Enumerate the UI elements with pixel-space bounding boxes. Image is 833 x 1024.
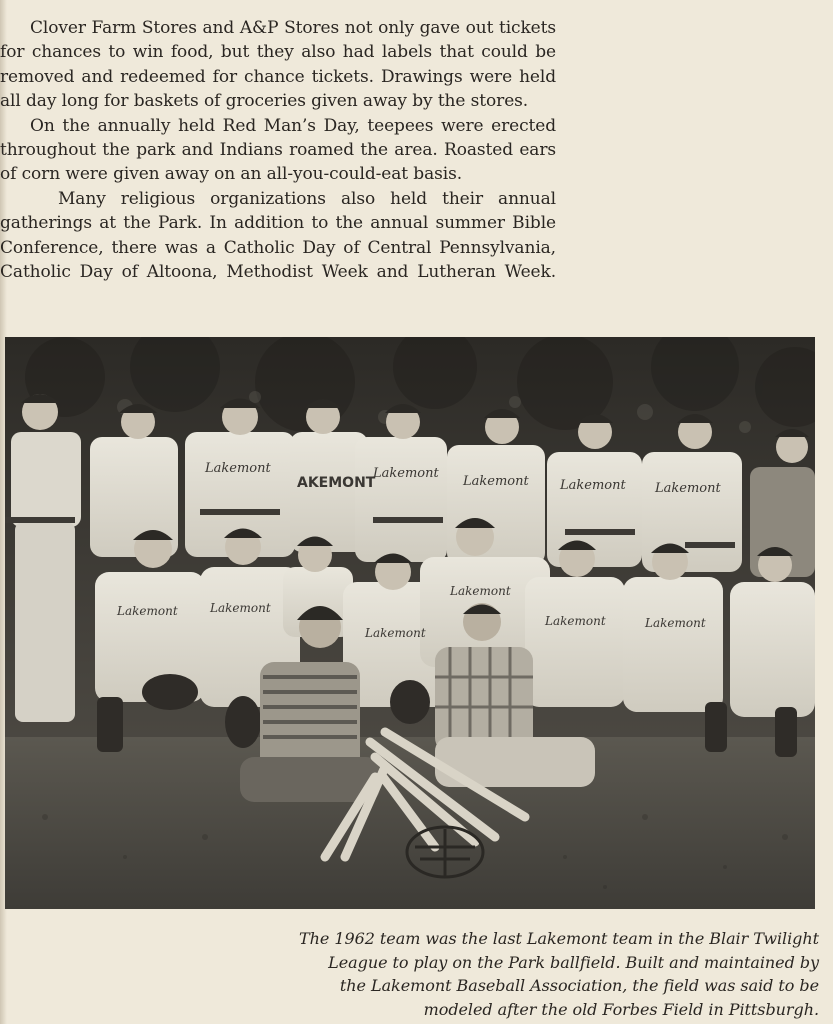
team-photo (5, 337, 815, 909)
text-line: for chances to win food, but they also had labels that could be (0, 42, 556, 63)
jersey-lettering: Lakemont (463, 474, 529, 489)
caption-line: The 1962 team was the last Lakemont team in the Blair Twilight (299, 929, 819, 948)
jersey-lettering: AKEMONT (297, 475, 376, 491)
article-body (0, 16, 556, 284)
caption-line: the Lakemont Baseball Association, the field was said to be (339, 976, 819, 995)
paragraph-religious (0, 187, 556, 285)
paragraph-red-mans-day (0, 114, 556, 187)
jersey-lettering: Lakemont (373, 466, 439, 481)
jersey-lettering: Lakemont (205, 461, 271, 476)
jersey-lettering: Lakemont (117, 604, 178, 618)
jersey-lettering: Lakemont (560, 478, 626, 493)
paragraph-stores (0, 16, 556, 114)
text-line: Catholic Day of Altoona, Methodist Week and Lutheran Week. (0, 262, 556, 283)
jersey-lettering: Lakemont (450, 584, 511, 598)
text-line: Conference, there was a Catholic Day of Central Pennsylvania, (0, 237, 556, 258)
text-line: On the annually held Red Man’s Day, teepees were erected (30, 115, 556, 136)
photo-caption (219, 927, 819, 1021)
text-line: removed and redeemed for chance tickets. Drawings were held (0, 66, 556, 87)
text-line: of corn were given away on an all-you-could-eat basis. (0, 164, 463, 185)
text-line: Clover Farm Stores and A&P Stores not only gave out tickets (30, 18, 556, 38)
team-photo-illustration (5, 337, 815, 909)
jersey-lettering: Lakemont (645, 616, 706, 630)
text-line: all day long for baskets of groceries given away by the stores. (0, 91, 529, 112)
text-line: Many religious organizations also held their annual (58, 188, 556, 209)
text-line: throughout the park and Indians roamed the area. Roasted ears (0, 140, 556, 161)
jersey-lettering: Lakemont (655, 481, 721, 496)
text-line: gatherings at the Park. In addition to the annual summer Bible (0, 213, 556, 234)
jersey-lettering: Lakemont (545, 614, 606, 628)
jersey-lettering: Lakemont (210, 601, 271, 615)
jersey-lettering: Lakemont (365, 626, 426, 640)
caption-line: modeled after the old Forbes Field in Pittsburgh. (423, 999, 819, 1019)
caption-line: League to play on the Park ballfield. Built and maintained by (328, 952, 819, 972)
